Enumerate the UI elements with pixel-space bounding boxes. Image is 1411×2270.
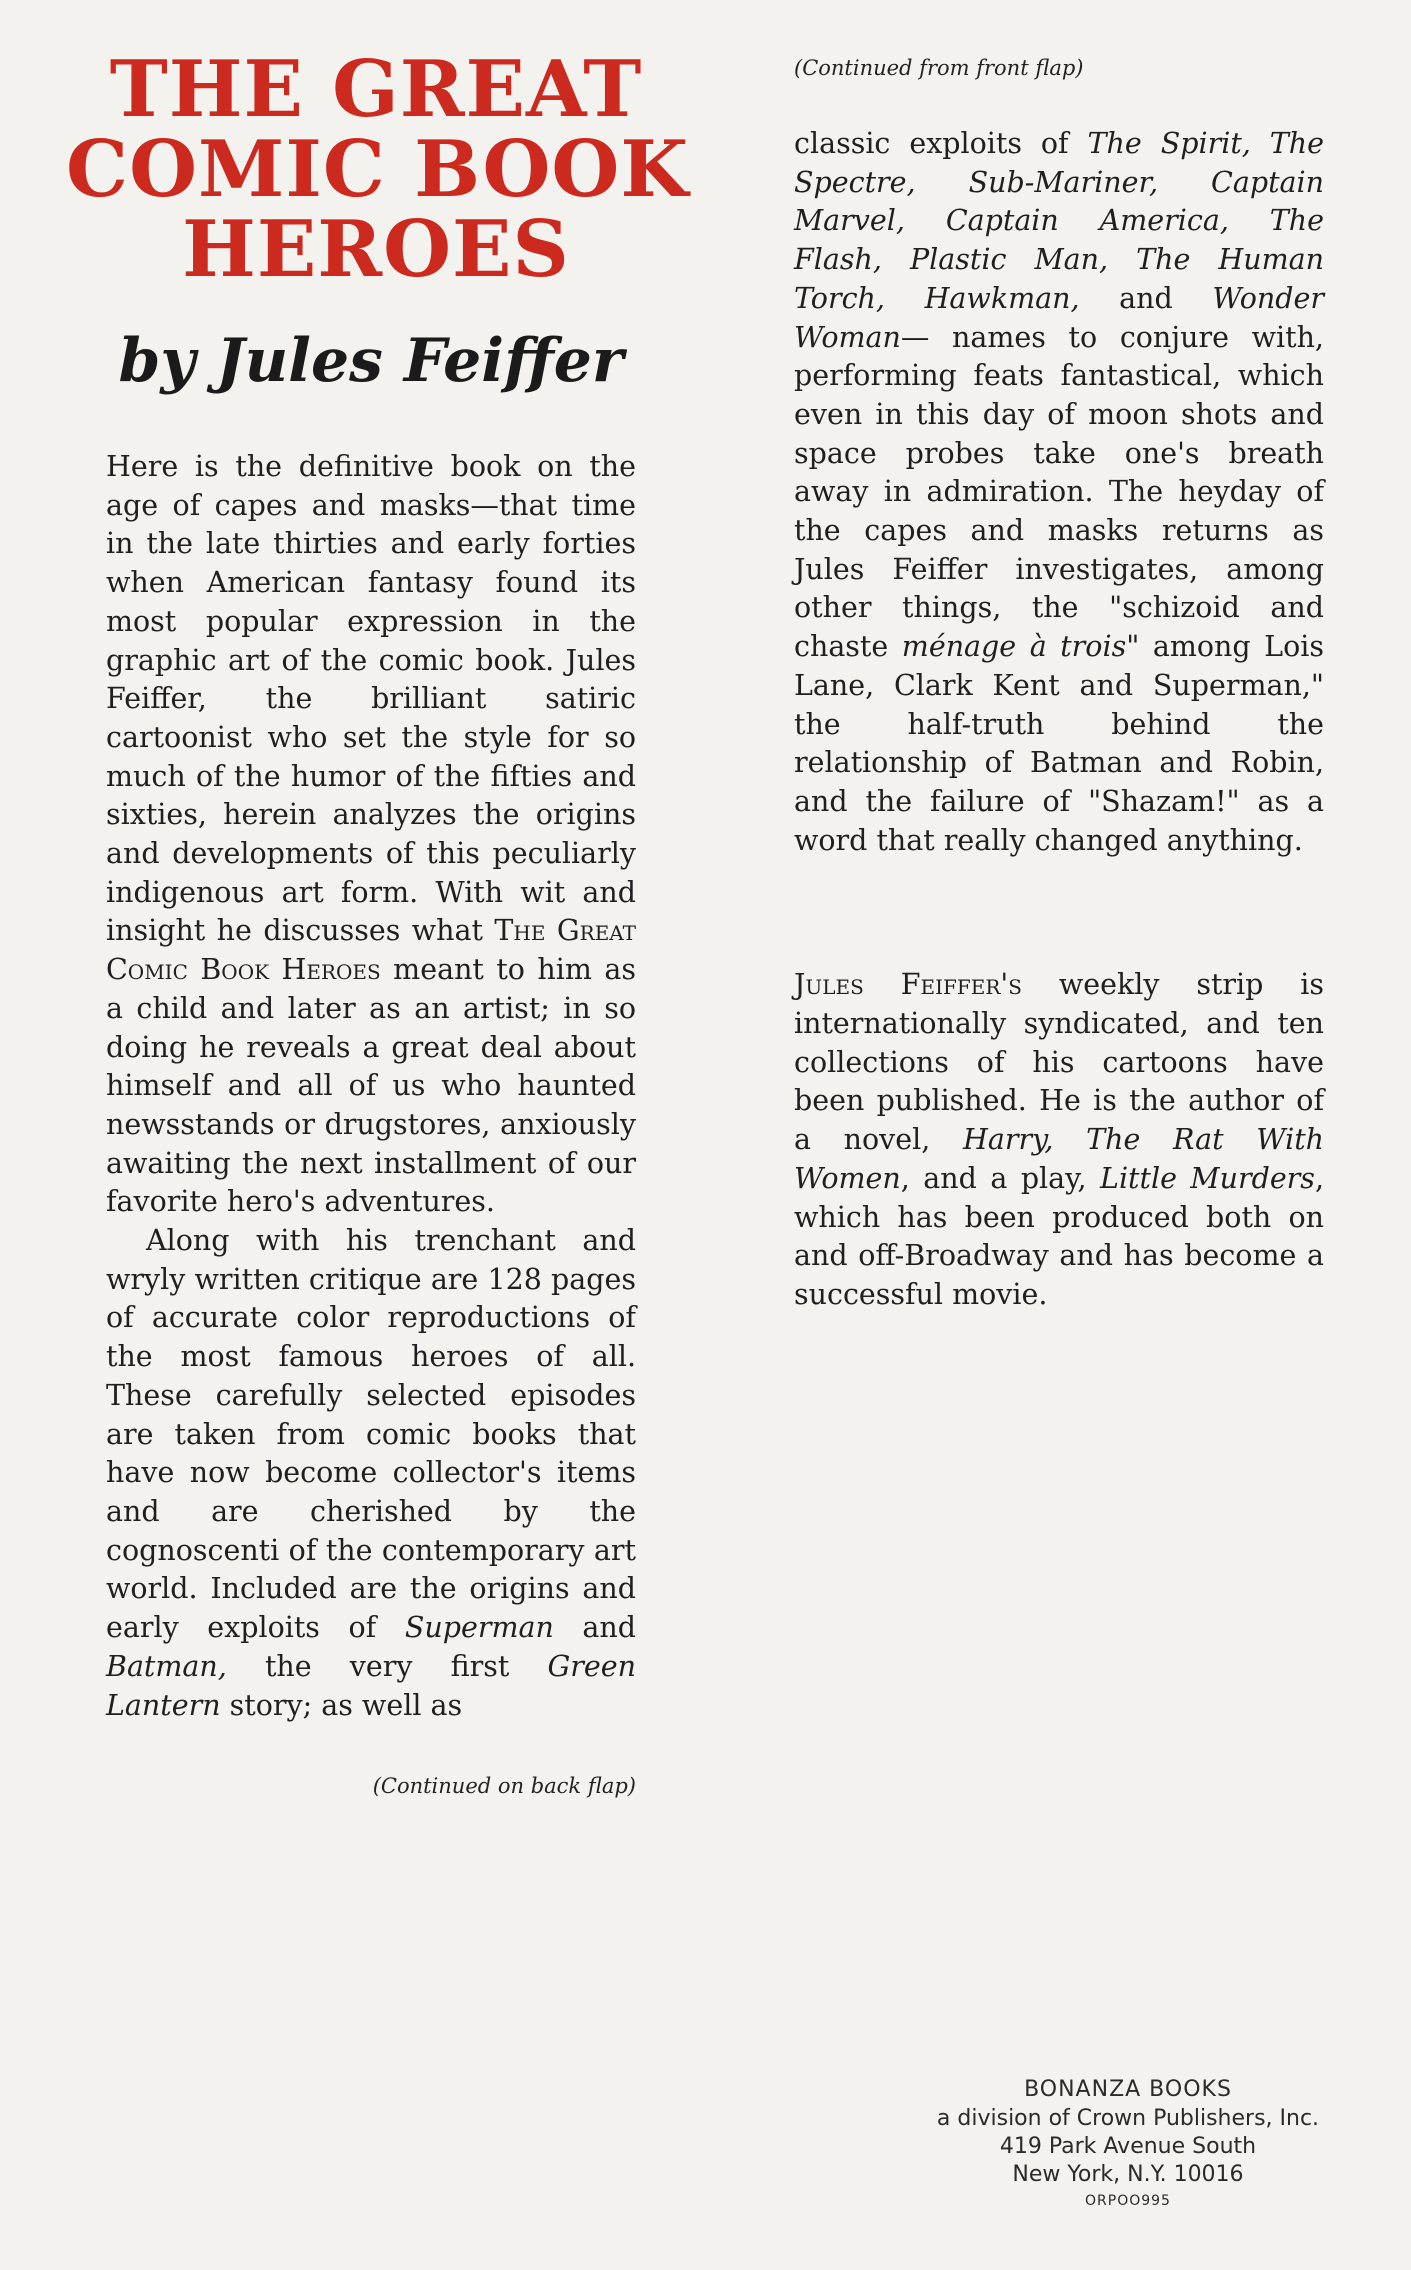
text-segment: weekly strip is internationally syndicated, and ten collections of his cartoons have been published. He is the author of a novel, <box>794 968 1324 1157</box>
text-segment: classic exploits of <box>794 127 1088 160</box>
menage-a-trois: ménage à trois <box>901 630 1127 664</box>
text-segment: , and a play, <box>900 1161 1101 1195</box>
publisher-division: a division of Crown Publishers, Inc. <box>936 2106 1320 2131</box>
back-flap <box>794 55 1324 1315</box>
text-segment: Along with his trenchant and wryly written critique are 128 pages of accurate color reproductions of the most famous heroes of all. These carefully selected episodes are taken from comic books that have now become collector's items and are cherished by the cognoscenti of the contemporary art world. Included are the origins and early exploits of <box>106 1224 636 1645</box>
hero-name-wonder-woman: Wonder Woman <box>794 281 1324 354</box>
back-flap-paragraph-1 <box>794 125 1324 860</box>
text-segment: Here is the definitive book on the age of capes and masks—that time in the late thirties and early forties when American fantasy found its most popular expression in the graphic art of the comic book. Jules Feiffer, the brilliant satiric cartoonist who set the style for so much of the humor of the fifties and sixties, herein analyzes the origins and developments of this peculiarly indigenous art form. With wit and insight he discusses what <box>106 450 636 948</box>
catalog-code: ORPOO995 <box>1085 2193 1171 2209</box>
title-line-2: COMIC BOOK <box>66 124 690 215</box>
text-segment: and <box>1079 281 1213 315</box>
hero-name-green-lantern: Green Lantern <box>106 1649 636 1722</box>
publisher-imprint <box>838 2075 1411 2213</box>
novel-title: Harry, The Rat With Women <box>794 1123 1324 1195</box>
front-flap-paragraph-2 <box>106 1222 636 1725</box>
author-byline: by Jules Feiffer <box>118 326 624 396</box>
hero-name-batman: Batman, <box>106 1649 227 1683</box>
author-name: Jules Feiffer's <box>794 968 1022 1002</box>
publisher-address: 419 Park Avenue South <box>999 2134 1257 2159</box>
title-line-3: HEROES <box>182 204 570 295</box>
hero-names-list: The Spirit, The Spectre, Sub-Mariner, Captain Marvel, Captain America, The Flash, Plastic Man, The Human Torch, Hawkman, <box>794 127 1324 315</box>
text-segment: meant to him as a child and later as an artist; in so doing he reveals a great deal about himself and all of us who haunted newsstands or drugstores, anxiously awaiting the next installment of our favorite hero's adventures. <box>106 953 637 1219</box>
book-title <box>66 44 690 295</box>
publisher-name: BONANZA BOOKS <box>1024 2077 1232 2102</box>
front-flap-paragraph-1 <box>106 448 636 1222</box>
continued-on-back-flap: (Continued on back flap) <box>372 1774 636 1799</box>
text-segment: the very first <box>226 1649 548 1683</box>
publisher-city: New York, N.Y. 10016 <box>1012 2162 1244 2187</box>
title-line-1: THE GREAT <box>109 44 643 135</box>
book-title-inline: The Great Comic Book Heroes <box>106 914 636 987</box>
hero-name-superman: Superman <box>404 1611 554 1645</box>
text-segment: , which has been produced both on and off-Broadway and has become a successful movie. <box>794 1161 1324 1311</box>
front-flap <box>66 44 690 1799</box>
text-segment: story; as well as <box>220 1688 463 1722</box>
text-segment: — names to conjure with, performing feats fantastical, which even in this day of moon shots and space probes take one's breath away in admiration. The heyday of the capes and masks returns as Jules Feiffer investigates, among other things, the "schizoid and chaste <box>794 320 1324 664</box>
text-segment: " among Lois Lane, Clark Kent and Superman," the half-truth behind the relationship of Batman and Robin, and the failure of "Shazam!" as a word that really changed anything. <box>794 630 1324 857</box>
continued-from-front-flap: (Continued from front flap) <box>794 56 1084 80</box>
text-segment: and <box>553 1611 637 1645</box>
play-title: Little Murders <box>1100 1161 1315 1195</box>
author-bio <box>794 966 1324 1314</box>
